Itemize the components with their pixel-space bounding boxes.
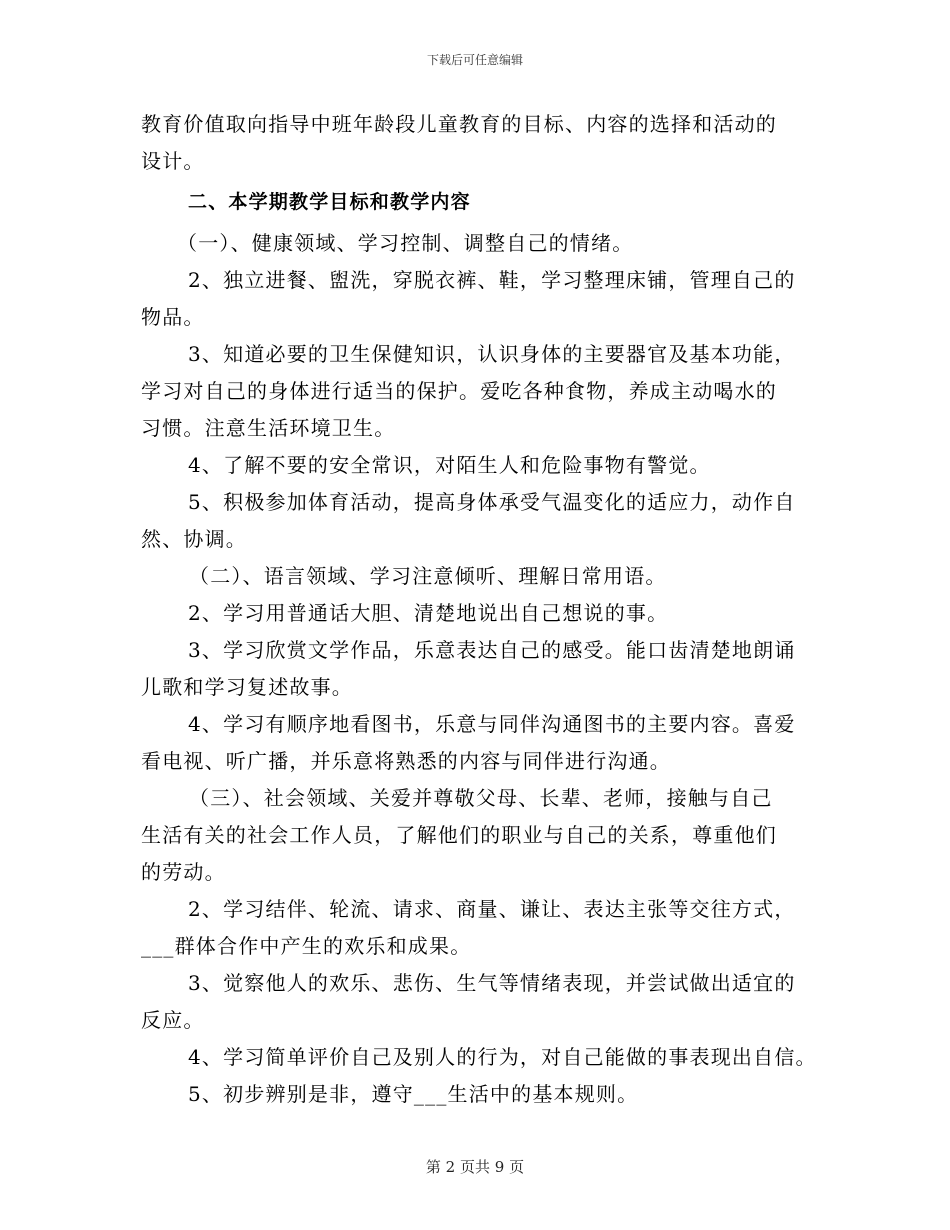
paragraph-line: 2、学习结伴、轮流、请求、商量、谦让、表达主张等交往方式， — [188, 897, 796, 921]
paragraph-line: 的劳动。 — [141, 860, 226, 884]
paragraph-line: （三）、社会领域、关爱并尊敬父母、长辈、老师，接触与自己 — [189, 786, 773, 810]
paragraph-line: （二）、语言领域、学习注意倾听、理解日常用语。 — [189, 564, 667, 588]
paragraph-line: 生活有关的社会工作人员，了解他们的职业与自己的关系，尊重他们 — [141, 823, 777, 847]
paragraph-line: 4、了解不要的安全常识，对陌生人和危险事物有警觉。 — [188, 453, 711, 477]
paragraph-line: 教育价值取向指导中班年龄段儿童教育的目标、内容的选择和活动的 — [141, 112, 777, 136]
section-heading: 二、本学期教学目标和教学内容 — [188, 191, 471, 213]
paragraph-line: 5、初步辨别是非，遵守___生活中的基本规则。 — [188, 1082, 639, 1106]
paragraph-line: （一）、健康领域、学习控制、调整自己的情绪。 — [177, 231, 634, 255]
document-body — [141, 106, 821, 1113]
paragraph-line: 4、学习有顺序地看图书，乐意与同伴沟通图书的主要内容。喜爱 — [188, 712, 796, 736]
paragraph-line: 然、协调。 — [141, 527, 247, 551]
paragraph-line: 3、学习欣赏文学作品，乐意表达自己的感受。能口齿清楚地朗诵 — [188, 638, 796, 662]
paragraph-line: 看电视、听广播，并乐意将熟悉的内容与同伴进行沟通。 — [141, 749, 671, 773]
paragraph-line: 4、学习简单评价自己及别人的行为，对自己能做的事表现出自信。 — [188, 1045, 817, 1069]
paragraph-line: ___群体合作中产生的欢乐和成果。 — [141, 934, 472, 958]
paragraph-line: 设计。 — [141, 149, 205, 173]
paragraph-line: 2、独立进餐、盥洗，穿脱衣裤、鞋，学习整理床铺，管理自己的 — [188, 268, 796, 292]
paragraph-line: 3、觉察他人的欢乐、悲伤、生气等情绪表现，并尝试做出适宜的 — [188, 971, 796, 995]
paragraph-line: 物品。 — [141, 305, 205, 329]
paragraph-line: 学习对自己的身体进行适当的保护。爱吃各种食物，养成主动喝水的 — [141, 379, 777, 403]
paragraph-line: 反应。 — [141, 1008, 205, 1032]
paragraph-line: 儿歌和学习复述故事。 — [141, 675, 353, 699]
paragraph-line: 2、学习用普通话大胆、清楚地说出自己想说的事。 — [188, 601, 669, 625]
paragraph-line: 3、知道必要的卫生保健知识，认识身体的主要器官及基本功能， — [188, 342, 796, 366]
paragraph-line: 5、积极参加体育活动，提高身体承受气温变化的适应力，动作自 — [188, 490, 796, 514]
paragraph-line: 习惯。注意生活环境卫生。 — [141, 416, 396, 440]
page-header: 下载后可任意编辑 — [426, 53, 523, 67]
page-footer: 第 2 页共 9 页 — [425, 1158, 525, 1176]
